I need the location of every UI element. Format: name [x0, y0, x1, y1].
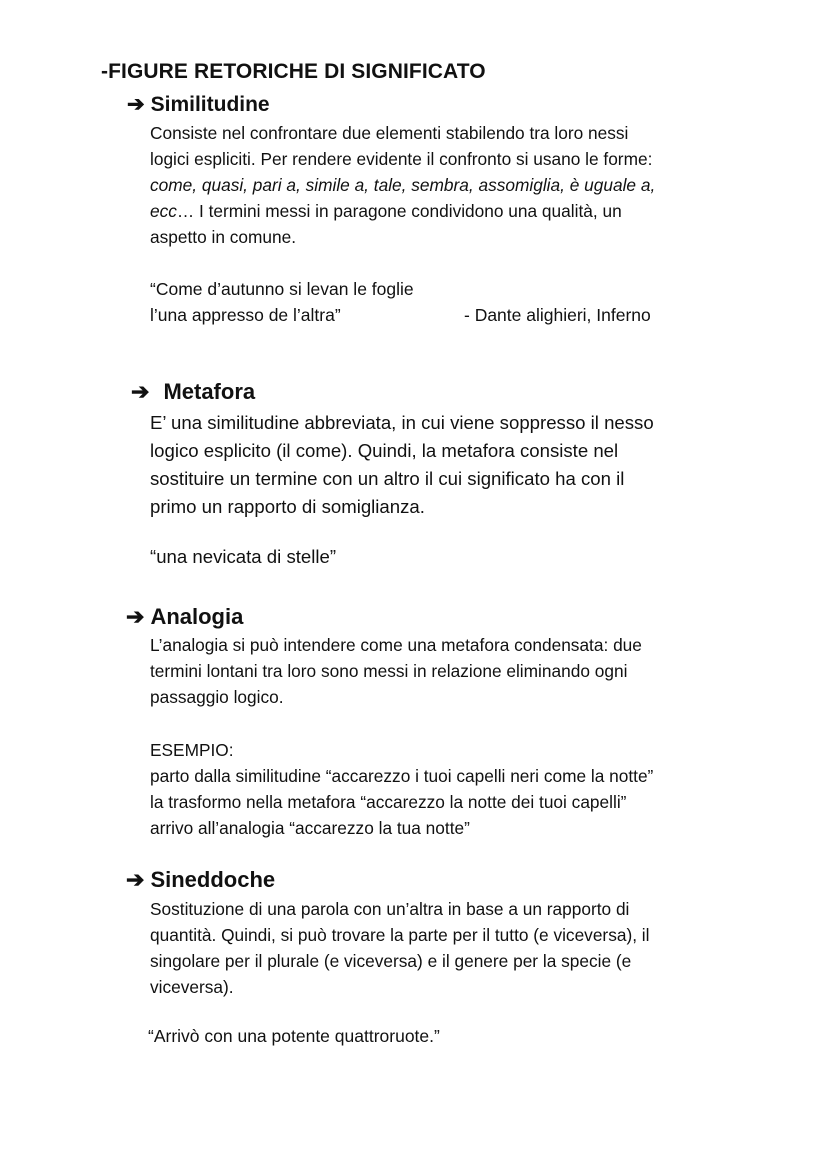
heading-label: Similitudine [150, 93, 270, 116]
quote-line: “Come d’autunno si levan le foglie [150, 279, 414, 299]
page-title: -FIGURE RETORICHE DI SIGNIFICATO [101, 60, 486, 83]
arrow-right-icon: ➔ [126, 604, 145, 629]
heading-label: Metafora [163, 379, 256, 404]
text-line: viceversa). [150, 977, 234, 997]
text-line: singolare per il plurale (e viceversa) e il genere per la specie (e [150, 951, 632, 971]
example-sineddoche: “Arrivò con una potente quattroruote.” [148, 1026, 440, 1046]
text-line: quantità. Quindi, si può trovare la parte per il tutto (e viceversa), il [150, 925, 650, 945]
text-line: Sostituzione di una parola con un’altra in base a un rapporto di [150, 899, 630, 919]
arrow-right-icon: ➔ [127, 93, 145, 116]
heading-metafora [131, 379, 255, 405]
quote-dante [150, 276, 414, 328]
text-line: … I termini messi in paragone condividono una qualità, un [176, 201, 622, 221]
paragraph-analogia [150, 632, 642, 710]
text-line: E’ una similitudine abbreviata, in cui viene soppresso il nesso [150, 412, 654, 433]
arrow-right-icon: ➔ [126, 867, 145, 892]
text-line: L’analogia si può intendere come una metafora condensata: due [150, 635, 642, 655]
heading-label: Sineddoche [150, 867, 276, 892]
heading-label: Analogia [150, 604, 244, 629]
text-line: sostituire un termine con un altro il cui significato ha con il [150, 468, 625, 489]
text-line: primo un rapporto di somiglianza. [150, 496, 425, 517]
heading-sineddoche [126, 867, 275, 893]
italic-ecc: ecc [150, 201, 177, 221]
heading-similitudine [127, 92, 270, 117]
text-line: logici espliciti. Per rendere evidente il confronto si usano le forme: [150, 149, 653, 169]
italic-forms: come, quasi, pari a, simile a, tale, sembra, assomiglia, è uguale a, [150, 175, 656, 195]
text-line: logico esplicito (il come). Quindi, la metafora consiste nel [150, 440, 619, 461]
text-line: passaggio logico. [150, 687, 284, 707]
text-line: aspetto in comune. [150, 227, 297, 247]
paragraph-metafora [150, 409, 654, 521]
quote-line: l’una appresso de l’altra” [150, 305, 341, 325]
example-metafora: “una nevicata di stelle” [150, 546, 337, 567]
heading-analogia [126, 604, 243, 630]
paragraph-sineddoche [150, 896, 649, 1000]
text-line: termini lontani tra loro sono messi in relazione eliminando ogni [150, 661, 628, 681]
example-line: arrivo all’analogia “accarezzo la tua notte” [150, 818, 470, 838]
example-line: la trasformo nella metafora “accarezzo la notte dei tuoi capelli” [150, 792, 627, 812]
example-label: ESEMPIO: [150, 740, 234, 760]
example-line: parto dalla similitudine “accarezzo i tuoi capelli neri come la notte” [150, 766, 654, 786]
arrow-right-icon: ➔ [131, 379, 150, 404]
example-block-analogia [150, 737, 653, 841]
quote-attribution: - Dante alighieri, Inferno [464, 305, 651, 325]
paragraph-similitudine [150, 120, 655, 250]
text-line: Consiste nel confrontare due elementi stabilendo tra loro nessi [150, 123, 629, 143]
